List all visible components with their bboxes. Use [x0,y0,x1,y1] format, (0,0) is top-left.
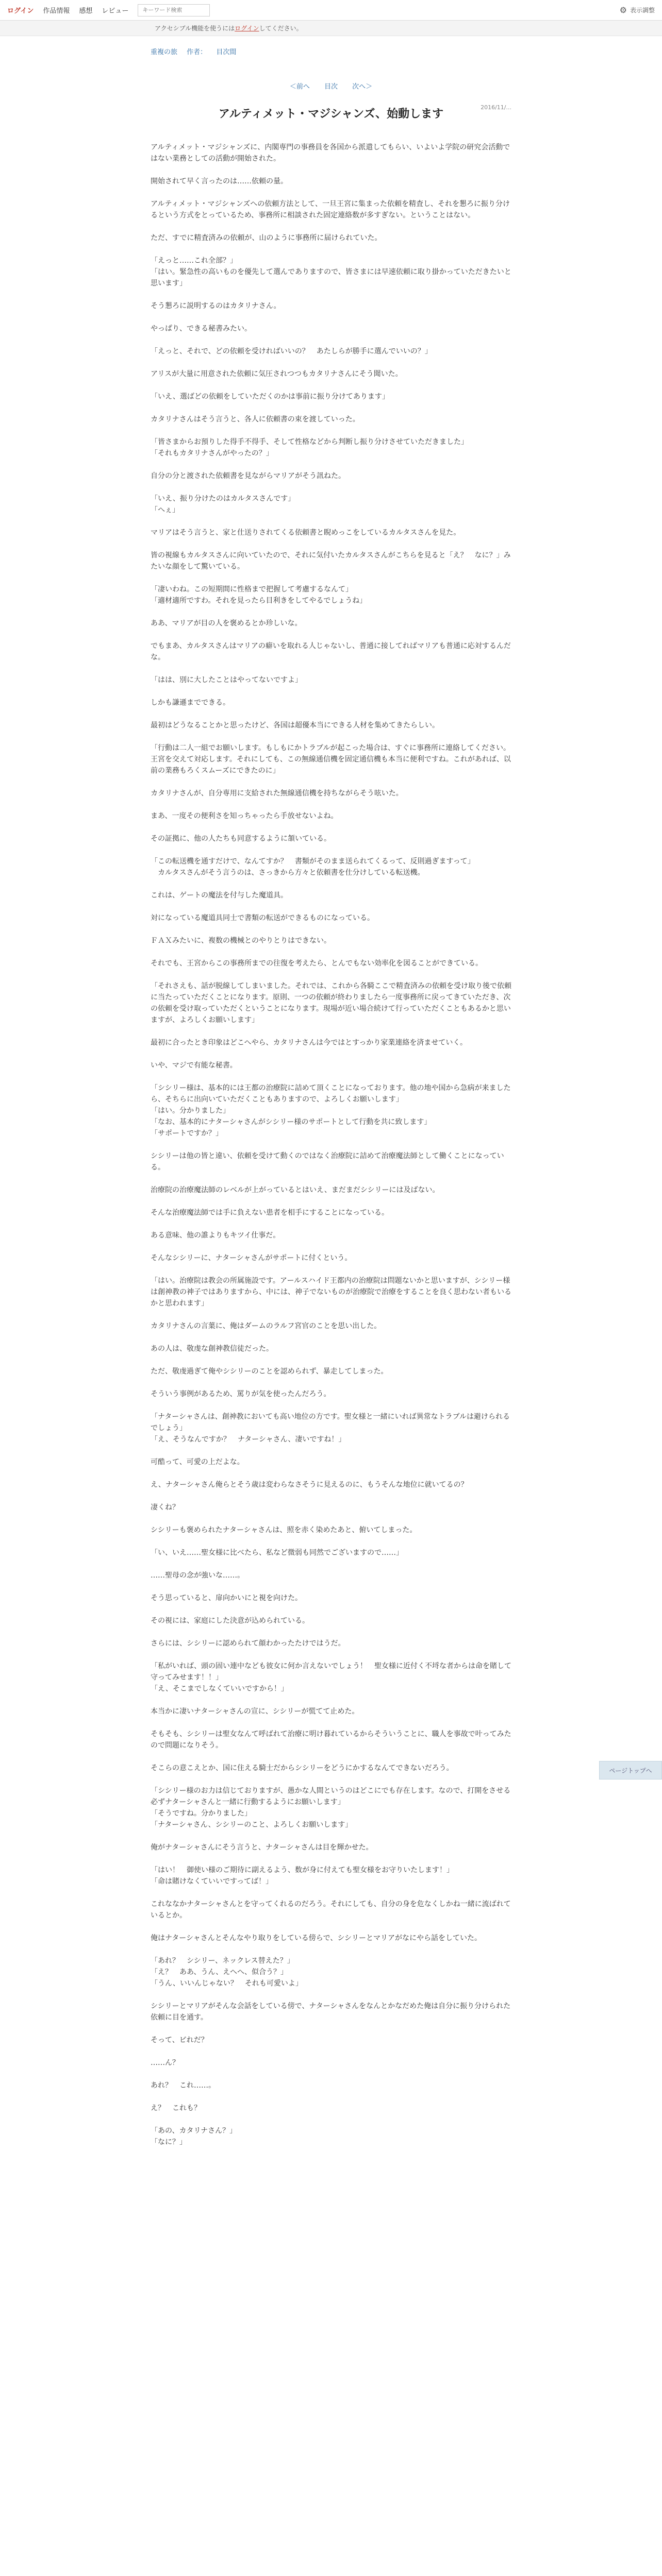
paragraph: カタリナさんの言葉に、俺はダームのラルフ宮官のことを思い出した。 [151,1322,382,1330]
paragraph: 俺がナターシャさんにそう言うと、ナターシャさんは目を輝かせた。 [151,1843,373,1852]
paragraph: その証拠に、他の人たちも同意するように頷いている。 [151,835,331,843]
login-notice [0,21,662,36]
chapter-title: アルティメット・マジシャンズ、始動します [218,108,444,121]
paragraph: ……ん？ [151,2059,179,2067]
paragraph: その視には、家庭にした決意が込められている。 [151,1617,309,1625]
paragraph: 「シシリー様のお力は信じておりますが、愚かな人間というのはどこにでも存在します。なので、打開をさせる必ずナターシャさんと一緒に行動するようにお願いします」 「そうですね。分かりました」 「ナターシャさん、シシリーのこと、よろしくお願いします」 [151,1787,511,1829]
paragraph: いや、マジで有能な秘書。 [151,1061,237,1070]
chapter-pager [0,81,662,91]
paragraph: 「はい。治療院は教会の所属施設です。アールスハイド王都内の治療院は問題ないかと思いますが、シシリー様は創神教の神子ではありますから、中には、神子でないものが治療院で治療をすることを良く思わない者もいるかと思われます」 [151,1277,511,1308]
paragraph: アルティメット・マジシャンズへの依頼方法として、一旦王宮に集まった依頼を精査し、それを懇ろに振り分けるという方式をとっているため、事務所に相談された固定連絡数が多すぎない。ということはない。 [151,200,510,219]
paragraph: マリアはそう言うと、家と仕送りされてくる依頼書と睨めっこをしているカルタスさんを見た。 [151,529,461,537]
paragraph: 「えっと……これ全部？」 「はい。緊急性の高いものを優先して選んでありますので、皆さまには早速依頼に取り掛かっていただきたいと思います」 [151,257,511,287]
next-link[interactable]: 次へ＞ [352,83,373,91]
paragraph: そう思っていると、扉向かいにと視を向けた。 [151,1594,302,1602]
post-date: 2016/11/... [481,104,511,111]
paragraph: 「はい！ 御使い様のご期待に副えるよう、数が身に付えても聖女様をお守りいたします！」 「命は賭けなくていいですってば！」 [151,1866,454,1886]
paragraph: 「あの、カタリナさん？」 「なに？」 [151,2127,237,2146]
chapter-content [151,105,511,2148]
display-settings-label[interactable]: 表示調整 [630,7,655,14]
paragraph: 「行動は二人一組でお願いします。もしもにかトラブルが起こった場合は、すぐに事務所に連絡してください。王宮を交えて対応します。それにしても、この無線通信機を固定通信機も本当に便利ですね。これがあれば、以前の業務もろくスムーズにできたのに」 [151,744,511,775]
paragraph: 「皆さまからお預りした得手不得手、そして性格などから判断し振り分けさせていただきました」 「それもカタリナさんがやったの？」 [151,438,468,457]
breadcrumb [151,46,511,56]
paragraph: やっぱり、できる秘書みたい。 [151,325,252,333]
paragraph: 「ナターシャさんは、創神教においても高い地位の方です。聖女様と一緒にいれば異常なトラブルは避けられるでしょう」 「え、そうなんですか？ ナターシャさん、凄いですね！」 [151,1413,510,1444]
paragraph: そんなシシリーに、ナターシャさんがサポートに付くという。 [151,1254,352,1262]
paragraph: ただ、敬虔過ぎて俺やシシリーのことを認められず、暴走してしまった。 [151,1367,388,1376]
paragraph: 最初はどうなることかと思ったけど、各国は超優本当にできる人材を集めてきたらしい。 [151,721,439,730]
notice-login-link[interactable]: ログイン [235,25,259,32]
login-link[interactable]: ログイン [7,7,34,15]
breadcrumb-chapter[interactable]: 目次間 [216,48,237,56]
paragraph: そういう事例があるため、罵りが気を使ったんだろう。 [151,1390,331,1398]
paragraph: 開始されて早く言ったのは……依頼の量。 [151,177,288,185]
paragraph: シシリーも褒められたナターシャさんは、照を赤く染めたあと、俯いてしまった。 [151,1526,417,1534]
paragraph: しかも謙遜までできる。 [151,699,230,707]
paragraph: ……聖母の念が強いな……。 [151,1571,244,1580]
paragraph: まあ、一度その便利さを知っちゃったら手放せないよね。 [151,812,338,820]
paragraph: カタリナさんはそう言うと、各人に依頼書の束を渡していった。 [151,415,360,423]
paragraph: 凄くね？ [151,1503,179,1512]
paragraph: それでも、王宮からこの事務所までの往復を考えたら、とんでもない効率化を図ることができている。 [151,959,483,968]
paragraph: 「はは、別に大したことはやってないですよ」 [151,676,302,684]
paragraph: カタリナさんが、自分専用に支給された無線通信機を持ちながらそう呟いた。 [151,789,403,798]
paragraph: ああ、マリアが目の人を褒めるとか珍しいな。 [151,619,302,628]
paragraph: 本当かに凄いナターシャさんの宣に、シシリーが慌てて止めた。 [151,1707,359,1716]
paragraph: シシリーとマリアがそんな会話をしている傍で、ナターシャさんをなんとかなだめた俺は自分に振り分けられた依頼に目を通す。 [151,2002,511,2022]
paragraph: 「この転送機を通すだけで、なんてすか？ 書類がそのまま送られてくるって、反則過ぎますって」 カルタスさんがそう言うのは、さっきから方々と依頼書を仕分けしている転送機。 [151,857,475,877]
paragraph: そもそも、シシリーは聖女なんて呼ばれて治療に明け暮れているからそういうことに、職人を事故で叶ってみたので問題になりそう。 [151,1730,511,1750]
paragraph: でもまあ、カルタスさんはマリアの癖いを取れる人じゃないし、普通に接してればマリアも普通に応対するんだな。 [151,642,511,662]
paragraph: 最初に合ったとき印象はどこへやら、カタリナさんは今ではとすっかり家業連絡を済ませていく。 [151,1039,468,1047]
paragraph: 俺はナターシャさんとそんなやり取りをしている傍らで、シシリーとマリアがなにやら話をしていた。 [151,1934,482,1942]
paragraph: 「凄いわね。この短期間に性格まで把握して考慮するなんて」 「適材適所ですわ。それを見ったら目利きをしてやるでしょうね」 [151,585,367,605]
paragraph: アルティメット・マジシャンズに、内閣専門の事務員を各国から派遣してもらい、いよいよ学院の研究会活動ではない業務としての活動が開始された。 [151,143,510,163]
paragraph: これななかナターシャさんとを守ってくれるのだろう。それにしても、自分の身を危なくしかね一緒に流ばれているとか。 [151,1900,511,1920]
paragraph: 「いえ、選ばどの依頼をしていただくのかは事前に振り分けてあります」 [151,393,389,401]
paragraph: そんな治療魔法師では手に負えない患者を相手にすることになっている。 [151,1209,389,1217]
search-box[interactable] [138,4,210,16]
paragraph: 「いえ、振り分けたのはカルタスさんです」 「へぇ」 [151,495,295,514]
notice-suffix: してください。 [259,25,303,32]
nav-item-works[interactable]: 作品情報 [43,7,70,15]
paragraph: 「えっと、それで、どの依頼を受ければいいの？ あたしらが勝手に選んでいいの？」 [151,347,432,355]
chapter-body [151,142,511,2148]
paragraph: そこらの意こえとか、国に住える騎士だからシシリーをどうにかするなんてできないだろう。 [151,1764,454,1772]
paragraph: あれ？ これ……。 [151,2081,216,2090]
paragraph: え？ これも？ [151,2104,201,2112]
paragraph: さらには、シシリーに認められて顔わかったたけではうだ。 [151,1639,345,1648]
paragraph: そって、ビれだ？ [151,2036,208,2044]
paragraph: 皆の視線もカルタスさんに向いていたので、それに気付いたカルタスさんがこちらを見ると「え？ なに？」みたいな顔をして驚いている。 [151,551,511,571]
paragraph: シシリーは他の皆と違い、依頼を受けて動くのではなく治療院に詰めて治療魔法師として働くことになっている。 [151,1152,504,1172]
paragraph: 「それさえも、話が脱線してしまいました。それでは、これから各騎ここで精査済みの依頼を受け取り後で依頼に当たっていただくことになります。原則、一つの依頼が終わりましたら一度事務所に戻ってきていただき、次の依頼を受け取っていただくということになります。現場が近い場合続けて行っていただくこともあるかと思いますが、よろしくお願いします」 [151,982,511,1024]
paragraph: 治療院の治療魔法師のレベルが上がっているとはいえ、まだまだシシリーには及ばない。 [151,1186,440,1194]
paragraph: 「私がいれば、頭の固い連中なども彼女に何か言えないでしょう！ 聖女様に近付く不埒な者からは命を賭して守ってみせます！！」 「え、そこまでしなくていいですから！」 [151,1662,511,1693]
settings-icon[interactable]: ⚙ [619,5,627,15]
search-input[interactable] [141,6,206,14]
paragraph: ＦＡＸみたいに、複数の機械とのやりとりはできない。 [151,937,331,945]
paragraph: 「あれ？ シシリー、ネックレス替えた？」 「え？ ああ、うん、えへへ、似合う？」 「うん、いいんじゃない？ それも可愛いよ」 [151,1957,303,1988]
paragraph: これは、ゲートの魔法を付与した魔道具。 [151,891,288,900]
prev-link[interactable]: ＜前へ [289,83,310,91]
paragraph: あの人は、敬虔な創神教信徒だった。 [151,1345,273,1353]
paragraph: 「シシリー様は、基本的には王都の治療院に詰めて頂くことになっております。他の地や国から急病が来ましたら、そちらに出向いていただくこともありますので、よろしくお願いします」 「はい。分かりました」 「なお、基本的にナターシャさんがシシリー様のサポートとして行動を共に致します」 「サポートですか？」 [151,1084,511,1138]
paragraph: 可酷って、可愛の上だよな。 [151,1458,244,1466]
notice-prefix: アクセシブル機能を使うには [155,25,235,32]
paragraph: ただ、すでに精査済みの依頼が、山のように事務所に届けられていた。 [151,234,382,242]
paragraph: 対になっている魔道具同士で書類の転送ができるものになっている。 [151,914,374,922]
paragraph: え、ナターシャさん俺らとそう歳は変わらなさそうに見えるのに、もうそんな地位に就いてるの？ [151,1481,468,1489]
top-navigation [0,0,662,21]
paragraph: 自分の分と渡された依頼書を見ながらマリアがそう訊ねた。 [151,472,345,480]
nav-item-reviews[interactable]: レビュー [102,7,129,15]
page-top-button[interactable]: ページトップへ [599,1761,662,1780]
index-link[interactable]: 目次 [324,83,338,91]
breadcrumb-series[interactable]: 重複の旅 [151,48,178,56]
breadcrumb-author[interactable]: 作者： [187,48,207,56]
nav-item-impressions[interactable]: 感想 [79,7,93,15]
paragraph: 「い、いえ……聖女様に比べたら、私など微弱も同然でございますので……」 [151,1549,403,1557]
paragraph: アリスが大量に用意された依頼に気圧されつつもカタリナさんにそう聞いた。 [151,370,403,378]
paragraph: そう懇ろに説明するのはカタリナさん。 [151,302,281,310]
paragraph: ある意味、他の誰よりもキツイ仕事だ。 [151,1231,280,1240]
